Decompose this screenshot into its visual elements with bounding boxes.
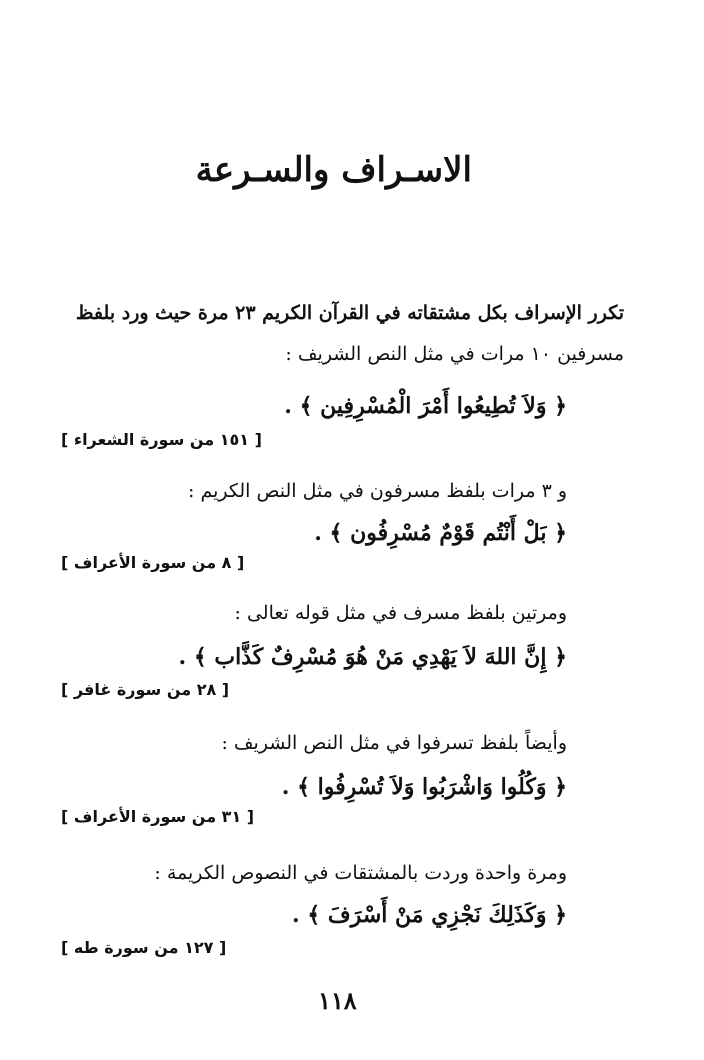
- reference-2: [ ٨ من سورة الأعراف ]: [61, 553, 245, 572]
- reference-1: [ ١٥١ من سورة الشعراء ]: [61, 430, 262, 449]
- verse-2: ﴿ بَلْ أَنْتُم قَوْمٌ مُسْرِفُون ﴾ .: [314, 520, 567, 546]
- page-number: ١١٨: [318, 986, 357, 1015]
- reference-4: [ ٣١ من سورة الأعراف ]: [61, 807, 255, 826]
- section-text-4: وأيضاً بلفظ تسرفوا في مثل النص الشريف :: [221, 732, 567, 754]
- verse-3: ﴿ إِنَّ اللهَ لاَ يَهْدِي مَنْ هُوَ مُسْرِفٌ كَذَّاب ﴾ .: [178, 644, 567, 670]
- reference-5: [ ١٢٧ من سورة طه ]: [61, 938, 227, 957]
- page-title: الاسـراف والسـرعة: [195, 150, 472, 190]
- intro-line-2: مسرفين ١٠ مرات في مثل النص الشريف :: [285, 343, 624, 365]
- verse-1: ﴿ وَلاَ تُطِيعُوا أَمْرَ الْمُسْرِفِين ﴾ .: [284, 393, 567, 419]
- verse-5: ﴿ وَكَذَلِكَ نَجْزِي مَنْ أَسْرَفَ ﴾ .: [292, 902, 567, 928]
- intro-line-1: تكرر الإسراف بكل مشتقاته في القرآن الكريم ٢٣ مرة حيث ورد بلفظ: [75, 302, 624, 324]
- section-text-5: ومرة واحدة وردت بالمشتقات في النصوص الكريمة :: [154, 862, 567, 884]
- reference-3: [ ٢٨ من سورة غافر ]: [61, 680, 230, 699]
- section-text-2: و ٣ مرات بلفظ مسرفون في مثل النص الكريم :: [188, 480, 567, 502]
- section-text-3: ومرتين بلفظ مسرف في مثل قوله تعالى :: [234, 602, 567, 624]
- verse-4: ﴿ وَكُلُوا وَاشْرَبُوا وَلاَ تُسْرِفُوا ﴾ .: [281, 774, 567, 800]
